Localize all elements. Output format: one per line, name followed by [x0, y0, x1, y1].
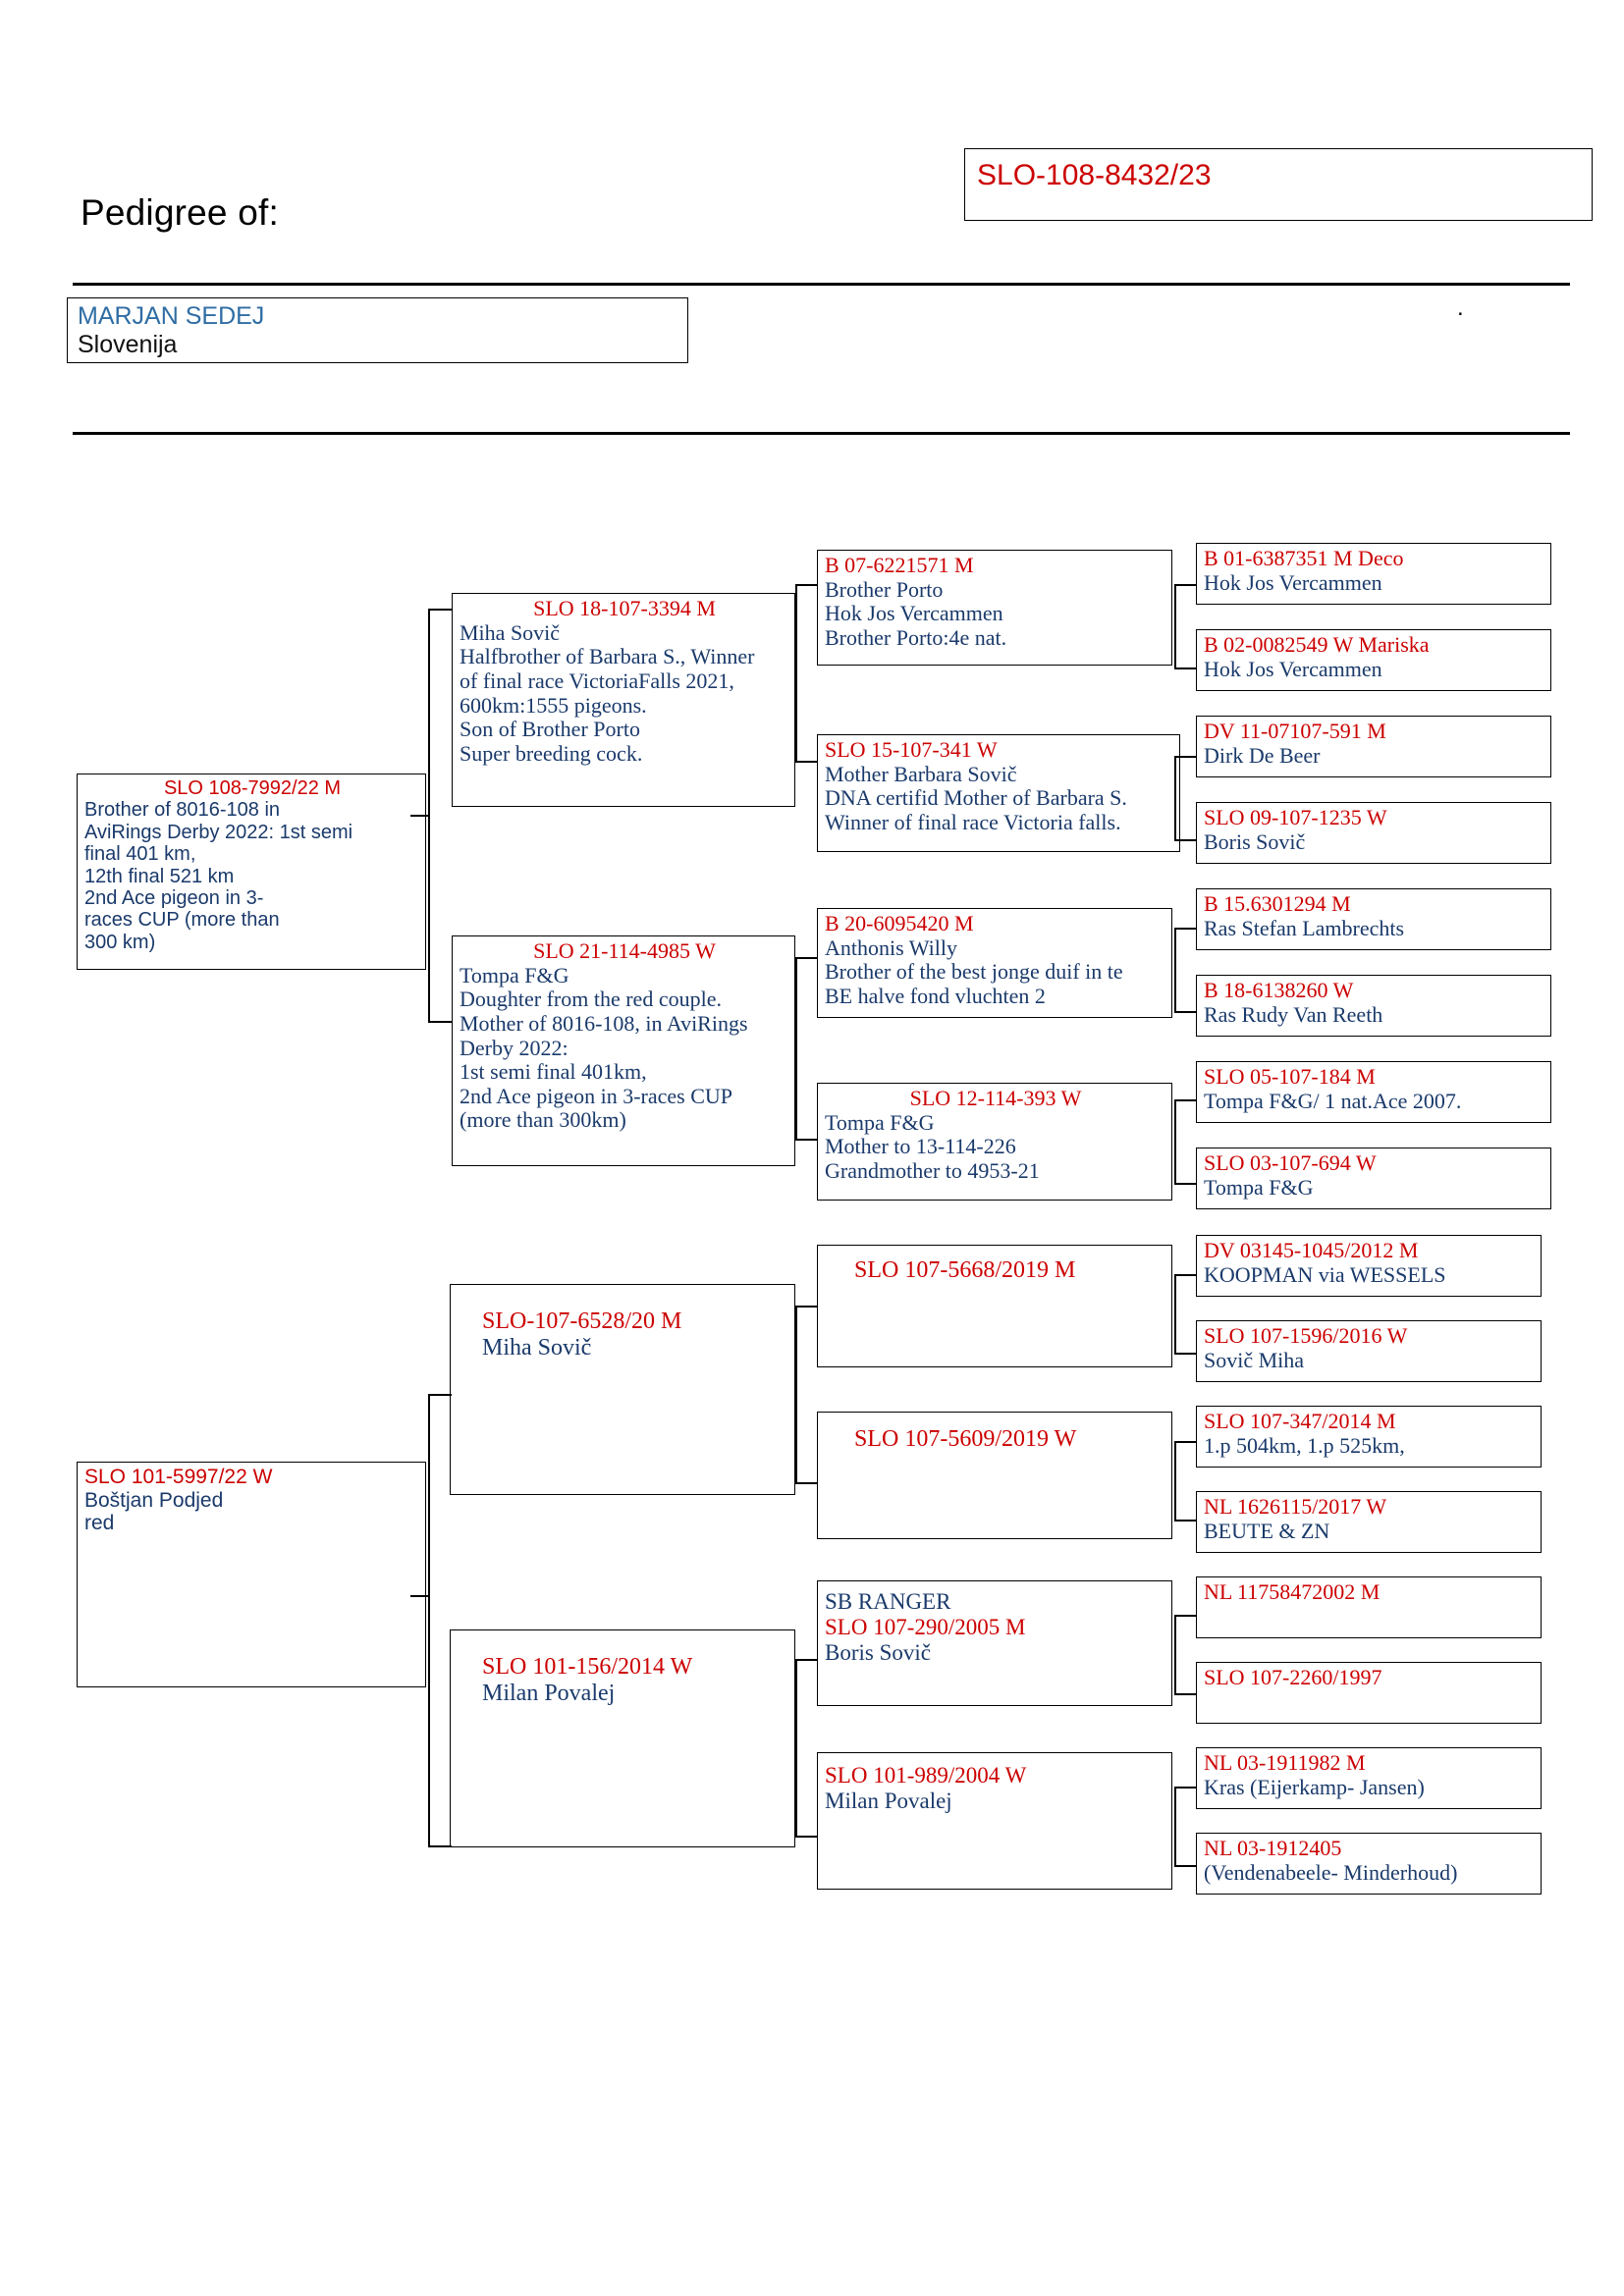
- pedigree-box-g7: [817, 1580, 1172, 1706]
- sire-dam-note-7: (more than 300km): [460, 1107, 626, 1133]
- gg10-note-1: Sovič Miha: [1204, 1347, 1305, 1372]
- page-title: Pedigree of:: [81, 192, 279, 233]
- pedigree-box-gg5: [1196, 888, 1551, 950]
- pedigree-box-gg7: [1196, 1061, 1551, 1123]
- pedigree-box-g3: [817, 908, 1172, 1018]
- gg2-note-1: Hok Jos Vercammen: [1204, 656, 1382, 681]
- gg11-note-1: 1.p 504km, 1.p 525km,: [1204, 1432, 1405, 1458]
- sire-sire-note-5: Son of Brother Porto: [460, 717, 640, 742]
- gg6-note-1: Ras Rudy Van Reeth: [1204, 1001, 1383, 1027]
- gg4-note-1: Boris Sovič: [1204, 828, 1306, 854]
- gg11-ring: SLO 107-347/2014 M: [1204, 1409, 1396, 1433]
- connector: [795, 761, 817, 763]
- g8-ring: SLO 101-989/2004 W: [825, 1763, 1027, 1788]
- pedigree-box-gg8: [1196, 1148, 1551, 1209]
- sire-note-4: 12th final 521 km: [84, 865, 235, 887]
- g3-ring: B 20-6095420 M: [825, 911, 974, 935]
- sire-note-5: 2nd Ace pigeon in 3-: [84, 886, 264, 909]
- connector: [428, 1021, 452, 1023]
- g3-note-1: Anthonis Willy: [825, 934, 957, 960]
- g1-ring: B 07-6221571 M: [825, 553, 974, 577]
- g1-note-1: Brother Porto: [825, 576, 944, 602]
- connector: [1174, 928, 1196, 930]
- g7-ring: SLO 107-290/2005 M: [825, 1614, 1026, 1639]
- stray-dot: .: [1457, 294, 1464, 321]
- pedigree-box-dam: [77, 1462, 426, 1687]
- pedigree-box-gg13: [1196, 1576, 1542, 1638]
- sire-dam-note-5: 1st semi final 401km,: [460, 1059, 647, 1085]
- g1-note-2: Hok Jos Vercammen: [825, 601, 1003, 626]
- dam-sire-ring: SLO-107-6528/20 M: [482, 1308, 682, 1334]
- pedigree-box-gg6: [1196, 975, 1551, 1037]
- sire-sire-note-6: Super breeding cock.: [460, 740, 643, 766]
- pedigree-box-g1: [817, 550, 1172, 666]
- subject-ring-box: [964, 148, 1593, 221]
- gg16-note-1: (Vendenabeele- Minderhoud): [1204, 1859, 1458, 1885]
- gg3-ring: DV 11-07107-591 M: [1204, 719, 1386, 743]
- connector: [428, 609, 452, 611]
- dam-note-2: red: [84, 1512, 115, 1535]
- connector: [428, 1845, 452, 1847]
- pedigree-box-gg12: [1196, 1491, 1542, 1553]
- gg13-ring: NL 11758472002 M: [1204, 1579, 1380, 1604]
- connector: [1174, 928, 1176, 1011]
- pedigree-box-gg16: [1196, 1833, 1542, 1895]
- connector: [795, 584, 817, 586]
- g2-ring: SLO 15-107-341 W: [825, 737, 998, 762]
- pedigree-box-sire-dam: [452, 935, 795, 1166]
- connector: [795, 1306, 817, 1308]
- connector: [795, 1306, 797, 1482]
- dam-dam-ring: SLO 101-156/2014 W: [482, 1654, 693, 1680]
- connector: [1174, 1011, 1196, 1013]
- subject-ring-number: SLO-108-8432/23: [977, 159, 1212, 191]
- sire-note-1: Brother of 8016-108 in: [84, 799, 281, 822]
- pedigree-box-gg3: [1196, 716, 1551, 777]
- header-divider-bottom: [73, 432, 1570, 435]
- sire-dam-note-6: 2nd Ace pigeon in 3-races CUP: [460, 1083, 732, 1108]
- g7-note-1: SB RANGER: [825, 1589, 951, 1614]
- pedigree-box-gg10: [1196, 1320, 1542, 1382]
- pedigree-box-g8: [817, 1752, 1172, 1890]
- dam-dam-note-1: Milan Povalej: [482, 1680, 616, 1706]
- connector: [1174, 1865, 1196, 1867]
- pedigree-box-g4: [817, 1083, 1172, 1201]
- connector: [428, 1394, 452, 1396]
- gg1-ring: B 01-6387351 M Deco: [1204, 546, 1404, 570]
- connector: [1174, 667, 1196, 669]
- sire-dam-ring: SLO 21-114-4985 W: [533, 938, 716, 963]
- pedigree-box-sire: [77, 774, 426, 970]
- connector: [795, 1482, 817, 1484]
- g3-note-3: BE halve fond vluchten 2: [825, 983, 1046, 1008]
- g2-note-2: DNA certifid Mother of Barbara S.: [825, 785, 1127, 811]
- pedigree-box-sire-sire: [452, 593, 795, 807]
- gg9-note-1: KOOPMAN via WESSELS: [1204, 1261, 1446, 1287]
- connector: [1174, 1274, 1176, 1353]
- header-divider-top: [73, 283, 1570, 286]
- sire-note-6: races CUP (more than: [84, 909, 280, 932]
- connector: [795, 1659, 797, 1836]
- connector: [1174, 1520, 1196, 1522]
- pedigree-box-gg4: [1196, 802, 1551, 864]
- connector: [1174, 1099, 1196, 1101]
- gg14-ring: SLO 107-2260/1997: [1204, 1665, 1382, 1689]
- g3-note-2: Brother of the best jonge duif in te: [825, 959, 1123, 985]
- gg1-note-1: Hok Jos Vercammen: [1204, 569, 1382, 595]
- gg5-note-1: Ras Stefan Lambrechts: [1204, 915, 1405, 940]
- pedigree-box-gg11: [1196, 1406, 1542, 1468]
- g5-ring: SLO 107-5668/2019 M: [854, 1257, 1076, 1283]
- sire-sire-ring: SLO 18-107-3394 M: [533, 596, 716, 620]
- g6-ring: SLO 107-5609/2019 W: [854, 1426, 1077, 1452]
- connector: [428, 1394, 430, 1845]
- gg9-ring: DV 03145-1045/2012 M: [1204, 1238, 1419, 1262]
- connector: [795, 957, 797, 1139]
- connector: [1174, 1274, 1196, 1276]
- owner-name: MARJAN SEDEJ: [78, 302, 265, 330]
- gg15-note-1: Kras (Eijerkamp- Jansen): [1204, 1774, 1425, 1799]
- sire-dam-note-1: Tompa F&G: [460, 962, 569, 988]
- sire-sire-note-3: of final race VictoriaFalls 2021,: [460, 667, 734, 693]
- gg8-ring: SLO 03-107-694 W: [1204, 1150, 1377, 1175]
- connector: [1174, 1615, 1176, 1693]
- sire-dam-note-4: Derby 2022:: [460, 1035, 568, 1060]
- gg5-ring: B 15.6301294 M: [1204, 891, 1351, 916]
- connector: [795, 1659, 817, 1661]
- pedigree-box-dam-sire: [450, 1284, 795, 1495]
- dam-note-1: Boštjan Podjed: [84, 1488, 224, 1512]
- gg16-ring: NL 03-1912405: [1204, 1836, 1342, 1860]
- gg4-ring: SLO 09-107-1235 W: [1204, 805, 1387, 829]
- g4-ring: SLO 12-114-393 W: [909, 1086, 1082, 1110]
- gg3-note-1: Dirk De Beer: [1204, 742, 1321, 768]
- owner-box: [67, 297, 688, 363]
- pedigree-box-gg15: [1196, 1747, 1542, 1809]
- g1-note-3: Brother Porto:4e nat.: [825, 624, 1007, 650]
- connector: [795, 957, 817, 959]
- pedigree-box-gg1: [1196, 543, 1551, 605]
- connector: [1174, 1615, 1196, 1617]
- sire-sire-note-2: Halfbrother of Barbara S., Winner: [460, 644, 755, 669]
- gg15-ring: NL 03-1911982 M: [1204, 1750, 1366, 1775]
- connector: [1174, 1787, 1176, 1865]
- pedigree-box-gg14: [1196, 1662, 1542, 1724]
- dam-sire-note-1: Miha Sovič: [482, 1334, 592, 1361]
- sire-ring: SLO 108-7992/22 M: [163, 777, 342, 799]
- connector: [1174, 584, 1196, 586]
- sire-note-2: AviRings Derby 2022: 1st semi: [84, 821, 353, 843]
- connector: [1174, 1693, 1196, 1695]
- connector: [795, 1139, 817, 1141]
- g4-note-1: Tompa F&G: [825, 1109, 935, 1135]
- pedigree-box-gg9: [1196, 1235, 1542, 1297]
- sire-dam-note-2: Doughter from the red couple.: [460, 987, 722, 1012]
- connector: [1174, 1787, 1196, 1789]
- sire-sire-note-4: 600km:1555 pigeons.: [460, 692, 647, 718]
- sire-note-7: 300 km): [84, 931, 156, 953]
- g4-note-2: Mother to 13-114-226: [825, 1134, 1016, 1159]
- pedigree-box-g5: [817, 1245, 1172, 1367]
- g8-note-1: Milan Povalej: [825, 1788, 952, 1813]
- gg8-note-1: Tompa F&G: [1204, 1174, 1314, 1200]
- connector: [1174, 1353, 1196, 1355]
- connector: [1174, 1099, 1176, 1183]
- pedigree-box-dam-dam: [450, 1629, 795, 1847]
- gg7-ring: SLO 05-107-184 M: [1204, 1064, 1376, 1089]
- gg10-ring: SLO 107-1596/2016 W: [1204, 1323, 1408, 1348]
- connector: [795, 584, 797, 761]
- gg7-note-1: Tompa F&G/ 1 nat.Ace 2007.: [1204, 1088, 1462, 1113]
- sire-note-3: final 401 km,: [84, 843, 196, 866]
- g2-note-3: Winner of final race Victoria falls.: [825, 809, 1121, 834]
- connector: [795, 1836, 817, 1838]
- sire-sire-note-1: Miha Sovič: [460, 619, 561, 645]
- connector: [1174, 1441, 1176, 1520]
- owner-country: Slovenija: [78, 331, 178, 358]
- gg6-ring: B 18-6138260 W: [1204, 978, 1354, 1002]
- connector: [1174, 584, 1176, 667]
- pedigree-box-g6: [817, 1412, 1172, 1539]
- gg2-ring: B 02-0082549 W Mariska: [1204, 632, 1430, 657]
- gg12-note-1: BEUTE & ZN: [1204, 1518, 1330, 1543]
- dam-ring: SLO 101-5997/22 W: [84, 1466, 273, 1488]
- g7-note-2: Boris Sovič: [825, 1639, 931, 1665]
- connector: [1174, 1183, 1196, 1185]
- pedigree-box-gg2: [1196, 629, 1551, 691]
- gg12-ring: NL 1626115/2017 W: [1204, 1494, 1387, 1519]
- pedigree-box-g2: [817, 734, 1180, 852]
- connector: [1174, 1441, 1196, 1443]
- g4-note-3: Grandmother to 4953-21: [825, 1157, 1040, 1183]
- g2-note-1: Mother Barbara Sovič: [825, 761, 1017, 786]
- sire-dam-note-3: Mother of 8016-108, in AviRings: [460, 1010, 748, 1036]
